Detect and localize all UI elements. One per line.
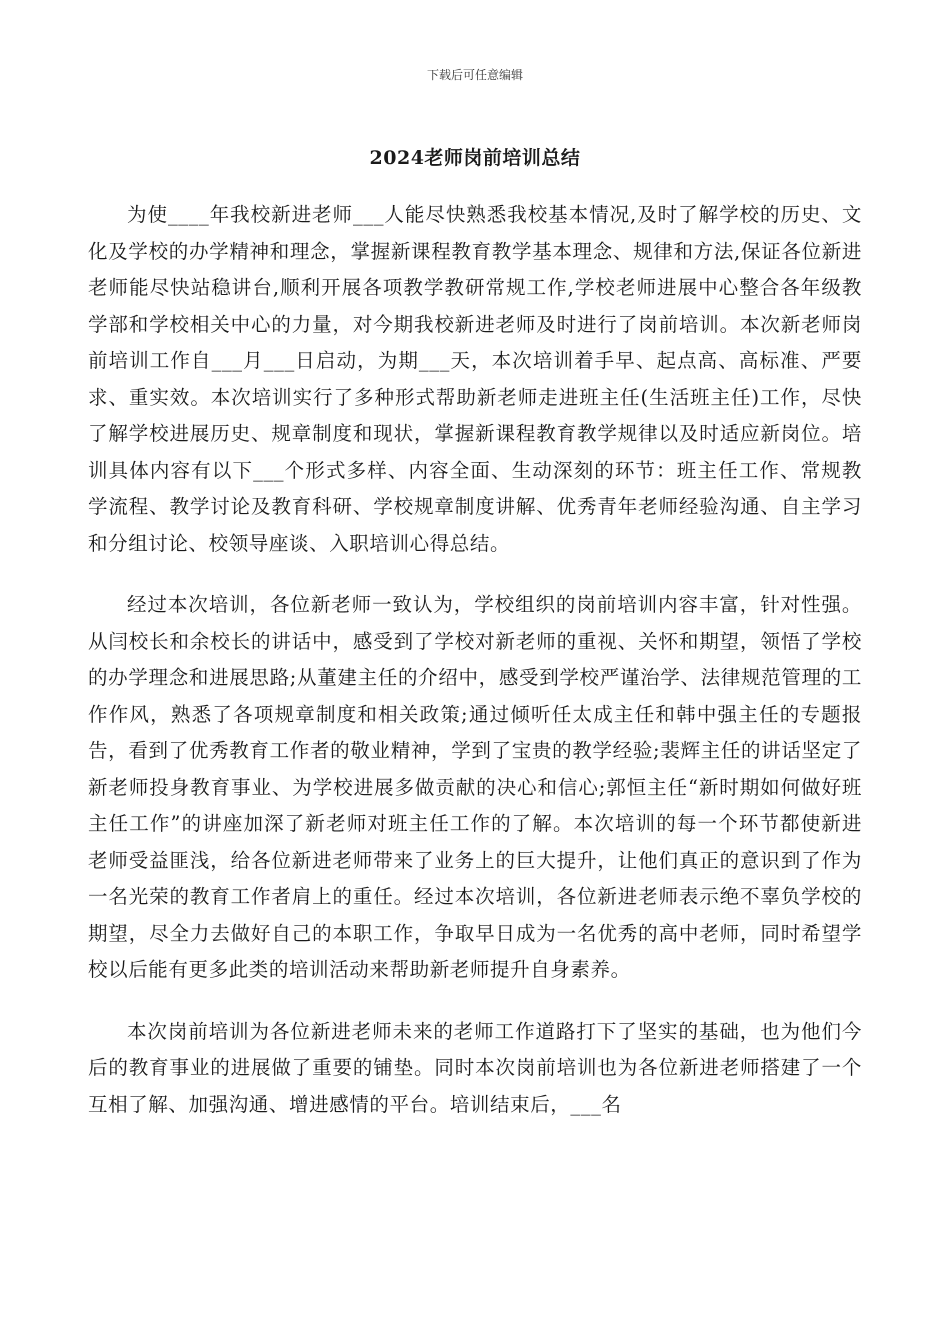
paragraph-1: 为使____年我校新进老师___人能尽快熟悉我校基本情况,及时了解学校的历史、文化及学校的办学精神和理念，掌握新课程教育教学基本理念、规律和方法,保证各位新进老师能尽快站稳讲台,顺利开展各项教学教研常规工作,学校老师进展中心整合各年级教学部和学校相关中心的力量，对今期我校新进老师及时进行了岗前培训。本次新老师岗前培训工作自___月___日启动，为期___天，本次培训着手早、起点高、高标准、严要求、重实效。本次培训实行了多种形式帮助新老师走进班主任(生活班主任)工作，尽快了解学校进展历史、规章制度和现状，掌握新课程教育教学规律以及时适应新岗位。培训具体内容有以下___个形式多样、内容全面、生动深刻的环节：班主任工作、常规教学流程、教学讨论及教育科研、学校规章制度讲解、优秀青年老师经验沟通、自主学习和分组讨论、校领导座谈、入职培训心得总结。 <box>88 203 862 555</box>
paragraph-3: 本次岗前培训为各位新进老师未来的老师工作道路打下了坚实的基础，也为他们今后的教育事业的进展做了重要的铺垫。同时本次岗前培训也为各位新进老师搭建了一个互相了解、加强沟通、增进感情的平台。培训结束后，___名 <box>88 1019 862 1116</box>
document-body <box>88 197 862 1148</box>
header-note: 下载后可任意编辑 <box>426 68 523 82</box>
paragraph-2: 经过本次培训，各位新老师一致认为，学校组织的岗前培训内容丰富，针对性强。从闫校长和余校长的讲话中，感受到了学校对新老师的重视、关怀和期望，领悟了学校的办学理念和进展思路;从董建主任的介绍中，感受到学校严谨治学、法律规范管理的工作作风，熟悉了各项规章制度和相关政策;通过倾听任太成主任和韩中强主任的专题报告，看到了优秀教育工作者的敬业精神，学到了宝贵的教学经验;裴辉主任的讲话坚定了新老师投身教育事业、为学校进展多做贡献的决心和信心;郭恒主任“新时期如何做好班主任工作”的讲座加深了新老师对班主任工作的了解。本次培训的每一个环节都使新进老师受益匪浅，给各位新进老师带来了业务上的巨大提升，让他们真正的意识到了作为一名光荣的教育工作者肩上的重任。经过本次培训，各位新进老师表示绝不辜负学校的期望，尽全力去做好自己的本职工作，争取早日成为一名优秀的高中老师，同时希望学校以后能有更多此类的培训活动来帮助新老师提升自身素养。 <box>88 593 862 981</box>
document-title: 2024老师岗前培训总结 <box>369 147 581 169</box>
